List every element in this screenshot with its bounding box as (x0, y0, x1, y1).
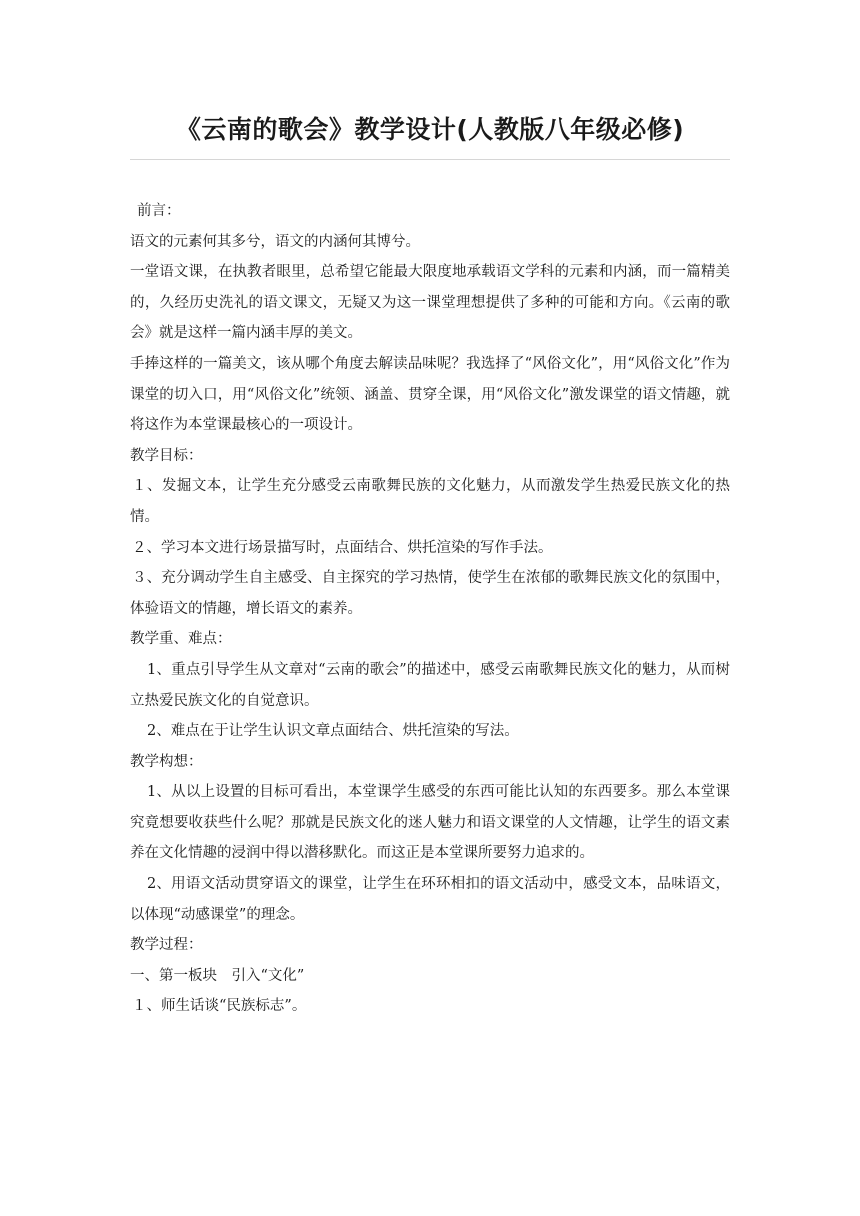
concept-item: 2、用语文活动贯穿语文的课堂，让学生在环环相扣的语文活动中，感受文本，品味语文，以体现“动感课堂”的理念。 (130, 876, 730, 923)
preface-line: 语文的元素何其多兮，语文的内涵何其博兮。 (130, 233, 420, 250)
concept-item: 1、从以上设置的目标可看出，本堂课学生感受的东西可能比认知的东西要多。那么本堂课究竟想要收获些什么呢？那就是民族文化的迷人魅力和语文课堂的人文情趣，让学生的语文素养在文化情趣的浸润中得以潜移默化。而这正是本堂课所要努力追求的。 (130, 784, 730, 862)
section-heading-key-points: 教学重、难点： (130, 631, 232, 648)
process-subheading: 一、第一板块 引入“文化” (130, 967, 305, 984)
preface-paragraph: 一堂语文课，在执教者眼里，总希望它能最大限度地承载语文学科的元素和内涵，而一篇精美的，久经历史洗礼的语文课文，无疑又为这一课堂理想提供了多种的可能和方向。《云南的歌会》就是这样一篇内涵丰厚的美文。 (130, 264, 730, 342)
title-divider (130, 159, 730, 160)
preface-paragraph: 手捧这样的一篇美文，该从哪个角度去解读品味呢？我选择了“风俗文化”，用“风俗文化”作为课堂的切入口，用“风俗文化”统领、涵盖、贯穿全课，用“风俗文化”激发课堂的语文情趣，就将这作为本堂课最核心的一项设计。 (130, 355, 730, 434)
goal-item: ３、充分调动学生自主感受、自主探究的学习热情，使学生在浓郁的歌舞民族文化的氛围中，体验语文的情趣，增长语文的素养。 (130, 570, 730, 617)
goal-item: ２、学习本文进行场景描写时，点面结合、烘托渲染的写作手法。 (132, 539, 553, 556)
section-heading-process: 教学过程： (130, 937, 203, 954)
section-heading-concept: 教学构想： (130, 753, 203, 770)
document-body (130, 196, 730, 1022)
preface-heading: 前言： (137, 203, 181, 219)
goal-item: １、发掘文本，让学生充分感受云南歌舞民族的文化魅力，从而激发学生热爱民族文化的热情。 (130, 478, 730, 525)
process-item: １、师生话谈“民族标志”。 (132, 998, 307, 1015)
document-title: 《云南的歌会》教学设计(人教版八年级必修) (175, 115, 685, 144)
section-heading-goals: 教学目标： (130, 447, 203, 464)
key-point-item: 2、难点在于让学生认识文章点面结合、烘托渲染的写法。 (147, 723, 519, 740)
key-point-item: 1、重点引导学生从文章对“云南的歌会”的描述中，感受云南歌舞民族文化的魅力，从而树立热爱民族文化的自觉意识。 (130, 661, 730, 709)
